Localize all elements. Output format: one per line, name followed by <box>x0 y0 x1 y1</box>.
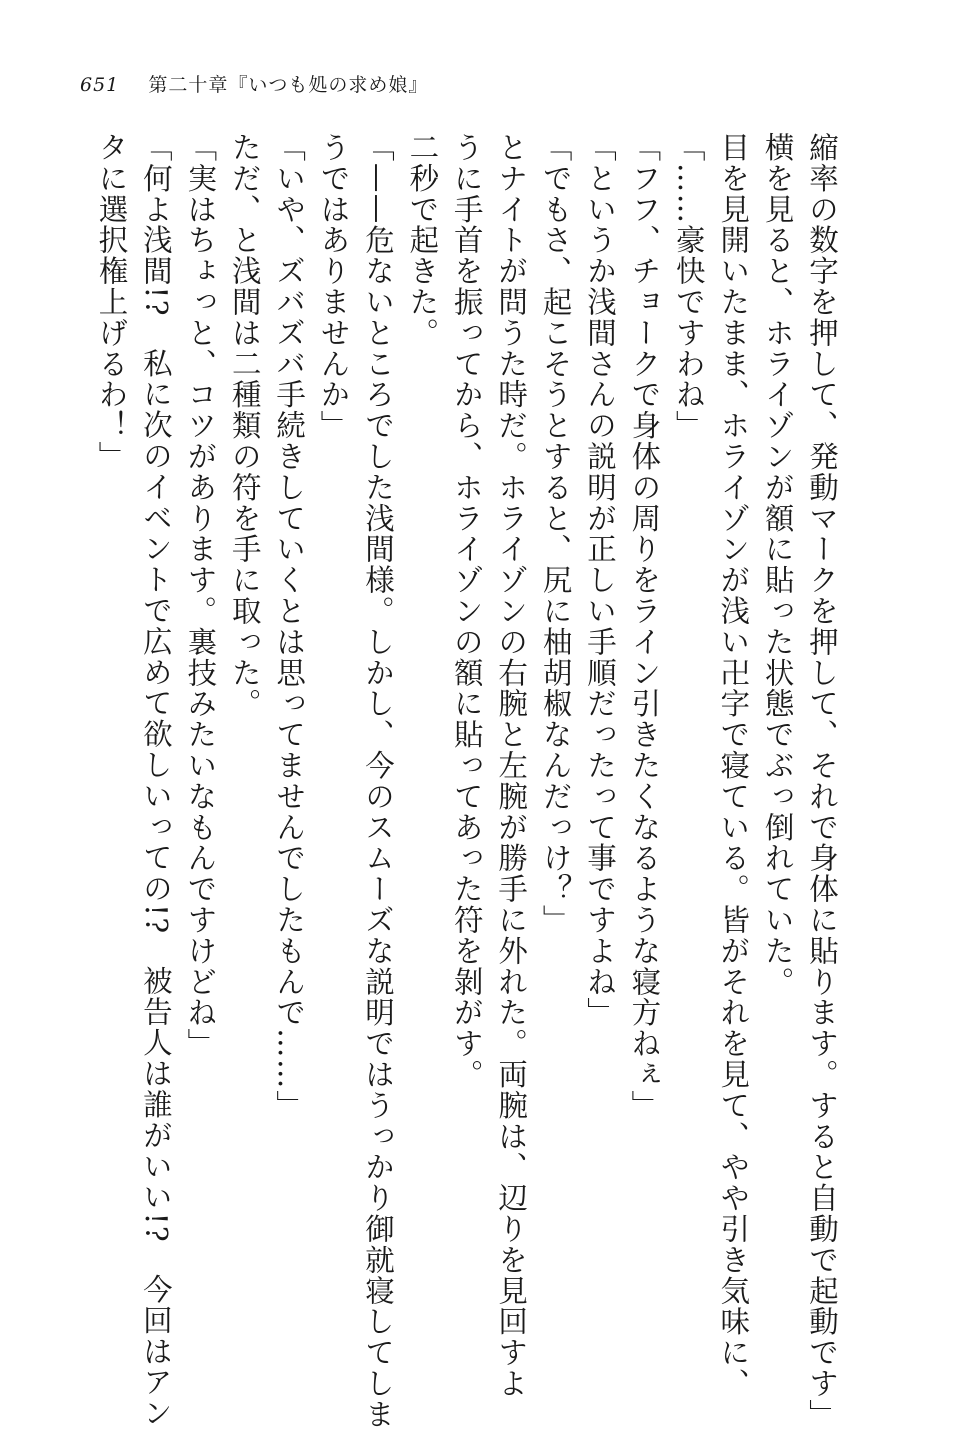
text-line: 縮率の数字を押して、発動マークを押して、それで身体に貼ります。すると自動で起動です」 <box>805 132 839 1430</box>
text-line: 「……豪快ですわね」 <box>671 132 706 441</box>
text-line: 横を見ると、ホライゾンが額に貼った状態でぶっ倒れていた。 <box>760 132 795 998</box>
text-line: 目を見開いたまま、ホライゾンが浅い卍字で寝ている。皆がそれを見て、やや引き気味に、 <box>716 132 751 1399</box>
body-text <box>89 132 844 1430</box>
text-line: 「実はちょっと、コツがあります。裏技みたいなもんですけどね」 <box>183 132 218 1059</box>
text-line: とナイトが問うた時だ。ホライゾンの右腕と左腕が勝手に外れた。両腕は、辺りを見回すよ <box>494 132 529 1399</box>
text-line: うに手首を振ってから、ホライゾンの額に貼ってあった符を剝がす。 <box>449 132 484 1090</box>
text-line: 「でもさ、起こそうとすると、尻に柚胡椒なんだっけ？」 <box>538 132 573 936</box>
text-line: 「というか浅間さんの説明が正しい手順だったって事ですよね」 <box>582 132 617 1029</box>
text-line: 「何よ浅間!? 私に次のイベントで広めて欲しいっての!? 被告人は誰がいい!? 今回はアン <box>138 132 173 1429</box>
text-line: 「——危ないところでした浅間様。しかし、今のスムーズな説明ではうっかり御就寝してしま <box>360 132 395 1430</box>
text-line: ただ、と浅間は二種類の符を手に取った。 <box>227 132 262 720</box>
text-line: 「いや、ズバズバ手続きしていくとは思ってませんでしたもんで……」 <box>272 132 307 1121</box>
text-line: 二秒で起きた。 <box>405 132 440 349</box>
text-line: タに選択権上げるわ！」 <box>94 132 129 472</box>
page-number: 651 <box>80 74 120 96</box>
chapter-title: 第二十章『いつも処の求め娘』 <box>148 74 429 96</box>
text-line: 「フフ、チョークで身体の周りをライン引きたくなるような寝方ねぇ」 <box>627 132 662 1121</box>
page-header <box>80 70 428 97</box>
text-line: うではありませんか」 <box>316 132 351 441</box>
